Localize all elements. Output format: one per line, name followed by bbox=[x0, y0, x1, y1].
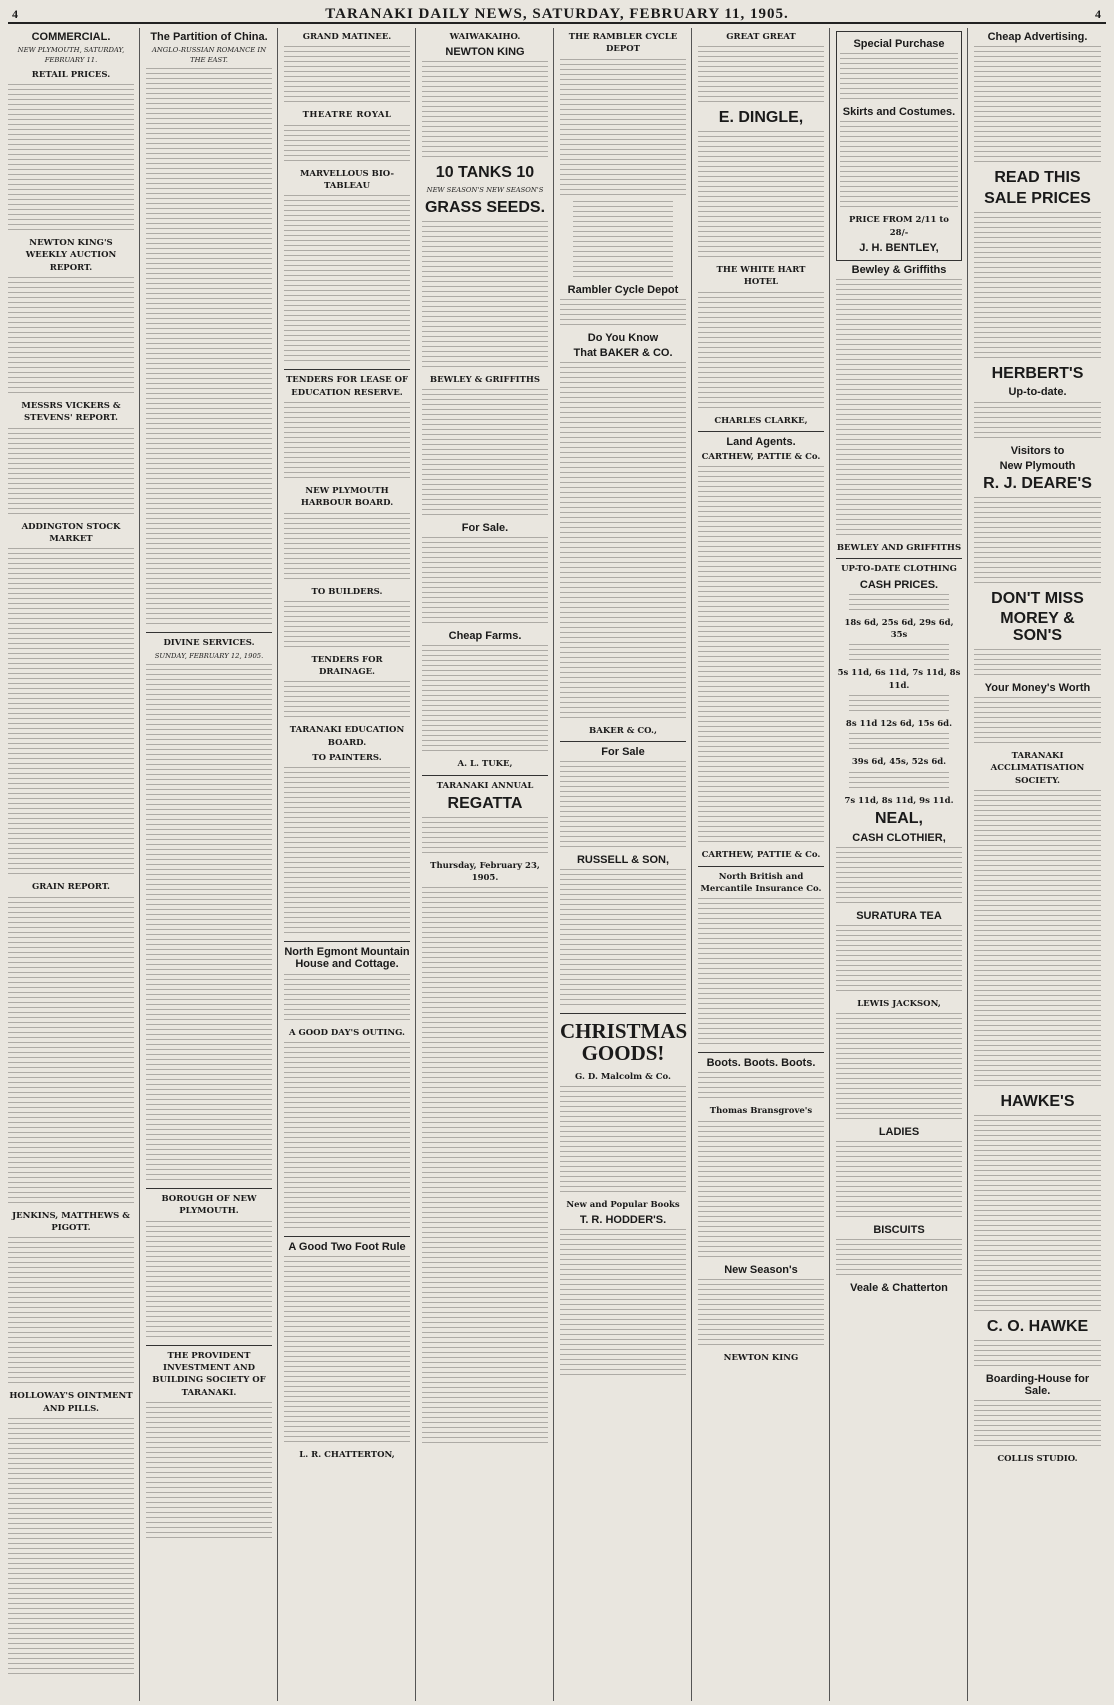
text-block bbox=[8, 428, 134, 518]
text-block bbox=[560, 869, 686, 1009]
text-block bbox=[836, 1141, 962, 1221]
text-block bbox=[974, 790, 1101, 1090]
divider bbox=[146, 1188, 272, 1189]
regatta-date: Thursday, February 23, 1905. bbox=[430, 860, 540, 884]
christmas-heading: CHRISTMAS GOODS! bbox=[560, 1019, 688, 1066]
addington-heading: ADDINGTON STOCK MARKET bbox=[21, 521, 121, 544]
text-block bbox=[836, 1239, 962, 1279]
price-line-3: 8s 11d 12s 6d, 15s 6d. bbox=[845, 718, 953, 729]
text-block bbox=[698, 1279, 824, 1349]
deare-heading: R. J. DEARE'S bbox=[983, 474, 1092, 492]
drainage-heading: TENDERS FOR DRAINAGE. bbox=[311, 654, 383, 678]
text-block bbox=[8, 1237, 134, 1387]
new-season-heading: New Season's bbox=[724, 1263, 798, 1276]
text-block bbox=[422, 221, 548, 371]
text-block bbox=[284, 681, 410, 721]
text-block bbox=[698, 131, 824, 261]
divider bbox=[560, 1013, 686, 1014]
egmont-heading: North Egmont Mountain House and Cottage. bbox=[284, 946, 410, 971]
text-block bbox=[840, 121, 958, 211]
vickers-report-heading: MESSRS VICKERS & STEVENS' REPORT. bbox=[21, 401, 121, 424]
text-block bbox=[974, 1400, 1101, 1450]
text-block bbox=[560, 761, 686, 851]
suratura-heading: SURATURA TEA bbox=[856, 909, 942, 922]
divider bbox=[698, 431, 824, 432]
rambler-heading: THE RAMBLER CYCLE DEPOT bbox=[568, 32, 678, 55]
skirts-heading: Skirts and Costumes. bbox=[842, 106, 956, 119]
good-day-heading: A GOOD DAY'S OUTING. bbox=[288, 1027, 406, 1038]
boots-heading: Boots. Boots. Boots. bbox=[706, 1057, 816, 1070]
text-block bbox=[422, 887, 548, 1447]
bransgrove-heading: Thomas Bransgrove's bbox=[709, 1106, 813, 1117]
hawke-heading: HAWKE'S bbox=[1000, 1092, 1075, 1110]
text-block bbox=[849, 695, 950, 715]
text-block bbox=[974, 497, 1101, 587]
bewley-name: BEWLEY AND GRIFFITHS bbox=[836, 543, 962, 553]
text-block bbox=[974, 212, 1101, 362]
sale-prices-heading: SALE PRICES bbox=[984, 189, 1091, 207]
price-line-1: 18s 6d, 25s 6d, 29s 6d, 35s bbox=[844, 617, 954, 641]
text-block bbox=[284, 46, 410, 106]
retail-prices-heading: RETAIL PRICES. bbox=[31, 69, 111, 80]
text-block bbox=[974, 697, 1101, 747]
text-block bbox=[422, 645, 548, 755]
text-block bbox=[698, 1121, 824, 1261]
cheap-advertising-heading: Cheap Advertising. bbox=[987, 31, 1088, 43]
collis-heading: COLLIS STUDIO. bbox=[997, 1453, 1078, 1464]
neal-heading: NEAL, bbox=[875, 809, 923, 827]
text-block bbox=[422, 61, 548, 161]
lease-tenders-heading: TENDERS FOR LEASE OF EDUCATION RESERVE. bbox=[285, 375, 409, 398]
text-block bbox=[840, 53, 958, 103]
clarke-name: CHARLES CLARKE, bbox=[714, 415, 808, 426]
books-heading: New and Popular Books bbox=[566, 1199, 680, 1210]
boarding-house-heading: Boarding-House for Sale. bbox=[985, 1372, 1090, 1397]
divider bbox=[284, 1236, 410, 1237]
acclimatisation-heading: TARANAKI ACCLIMATISATION SOCIETY. bbox=[990, 751, 1085, 786]
divider bbox=[146, 1345, 272, 1346]
white-hart-heading: THE WHITE HART HOTEL bbox=[716, 265, 806, 288]
divider bbox=[836, 558, 962, 559]
text-block bbox=[284, 195, 410, 365]
text-block bbox=[974, 1340, 1101, 1370]
grass-seeds-heading: GRASS SEEDS. bbox=[424, 199, 546, 217]
text-block bbox=[698, 898, 824, 1048]
education-board-heading: TARANAKI EDUCATION BOARD. bbox=[289, 725, 405, 748]
price-line-2: 5s 11d, 6s 11d, 7s 11d, 8s 11d. bbox=[837, 668, 961, 691]
malcolm-heading: G. D. Malcolm & Co. bbox=[575, 1071, 671, 1082]
painters-heading: TO PAINTERS. bbox=[312, 753, 382, 764]
baker-name: BAKER & CO., bbox=[589, 725, 657, 736]
text-block bbox=[836, 1013, 962, 1123]
page-number-right: 4 bbox=[1095, 6, 1102, 21]
rambler-depot-heading: Rambler Cycle Depot bbox=[567, 283, 679, 296]
text-block bbox=[8, 1418, 134, 1678]
text-block bbox=[836, 279, 962, 539]
column-china bbox=[146, 28, 278, 1701]
regatta-subheading: TARANAKI ANNUAL bbox=[436, 780, 534, 791]
divider bbox=[284, 941, 410, 942]
services-date: SUNDAY, FEBRUARY 12, 1905. bbox=[154, 652, 264, 661]
harbour-board-heading: NEW PLYMOUTH HARBOUR BOARD. bbox=[300, 485, 394, 509]
special-purchase-ad bbox=[836, 31, 962, 261]
text-block bbox=[8, 277, 134, 397]
page-number-left: 4 bbox=[12, 6, 19, 21]
newton-king-heading: NEWTON KING bbox=[445, 46, 525, 59]
china-heading: The Partition of China. bbox=[150, 31, 268, 43]
text-block bbox=[146, 1221, 272, 1341]
for-sale-heading-2: For Sale bbox=[601, 746, 645, 759]
dingle-heading: E. DINGLE, bbox=[718, 109, 804, 127]
grain-report-heading: GRAIN REPORT. bbox=[31, 882, 111, 893]
column-commercial bbox=[8, 28, 140, 1701]
newspaper-title: TARANAKI DAILY NEWS, SATURDAY, FEBRUARY 11, 1905. bbox=[325, 5, 789, 22]
ladies-heading: LADIES bbox=[878, 1126, 920, 1139]
text-block bbox=[560, 1086, 686, 1196]
columns bbox=[8, 28, 1106, 1701]
text-block bbox=[573, 201, 674, 281]
bentley-name: J. H. BENTLEY, bbox=[859, 241, 939, 254]
price-line-5: 7s 11d, 8s 11d, 9s 11d. bbox=[844, 795, 954, 806]
text-block bbox=[422, 537, 548, 627]
cash-prices-heading: CASH PRICES. bbox=[859, 578, 939, 591]
text-block bbox=[974, 402, 1101, 442]
text-block bbox=[698, 46, 824, 106]
morey-heading: MOREY & SON'S bbox=[1000, 610, 1075, 645]
text-block bbox=[849, 733, 950, 753]
biscuits-heading: BISCUITS bbox=[873, 1224, 925, 1237]
text-block bbox=[284, 402, 410, 482]
text-block bbox=[836, 925, 962, 995]
text-block bbox=[284, 1042, 410, 1232]
price-line-4: 39s 6d, 45s, 52s 6d. bbox=[851, 757, 947, 768]
masthead bbox=[8, 6, 1106, 24]
divine-services-heading: DIVINE SERVICES. bbox=[163, 637, 255, 648]
divider bbox=[698, 866, 824, 867]
china-subheading: ANGLO-RUSSIAN ROMANCE IN THE EAST. bbox=[151, 46, 267, 64]
text-block bbox=[974, 649, 1101, 679]
text-block bbox=[836, 847, 962, 907]
land-agents-heading: Land Agents. bbox=[726, 436, 796, 449]
text-block bbox=[422, 817, 548, 857]
do-you-know-heading: Do You Know bbox=[587, 331, 659, 344]
uptodate-heading: UP-TO-DATE CLOTHING bbox=[841, 564, 957, 575]
money-worth-heading: Your Money's Worth bbox=[984, 681, 1091, 694]
text-block bbox=[849, 644, 950, 664]
chatterton-name: L. R. CHATTERTON, bbox=[299, 1449, 395, 1460]
baker-heading: That BAKER & CO. bbox=[573, 346, 673, 359]
column-seeds bbox=[422, 28, 554, 1701]
dont-miss-heading: DON'T MISS bbox=[991, 589, 1084, 607]
special-purchase-heading: Special Purchase bbox=[853, 38, 945, 50]
divider bbox=[560, 741, 686, 742]
text-block bbox=[698, 1072, 824, 1102]
read-this-heading: READ THIS bbox=[994, 169, 1081, 187]
text-block bbox=[849, 594, 950, 614]
text-block bbox=[698, 292, 824, 412]
text-block bbox=[698, 466, 824, 846]
text-block bbox=[974, 46, 1101, 166]
carthew-name: CARTHEW, PATTIE & Co. bbox=[701, 850, 821, 861]
newton-king-name: NEWTON KING bbox=[723, 1352, 799, 1363]
regatta-heading: REGATTA bbox=[447, 794, 523, 812]
new-season-line: NEW SEASON'S NEW SEASON'S bbox=[426, 186, 544, 195]
veale-heading: Veale & Chatterton bbox=[850, 1282, 948, 1295]
herbert-heading: HERBERT'S bbox=[991, 364, 1084, 382]
text-block bbox=[8, 84, 134, 234]
text-block bbox=[560, 59, 686, 199]
text-block bbox=[849, 772, 950, 792]
provident-heading: THE PROVIDENT INVESTMENT AND BUILDING SOCIETY OF TARANAKI. bbox=[152, 1350, 266, 1398]
grand-matinee-heading: GRAND MATINEE. bbox=[302, 32, 392, 42]
new-plymouth-heading: New Plymouth bbox=[999, 459, 1076, 472]
text-block bbox=[8, 548, 134, 878]
holloway-heading: HOLLOWAY'S OINTMENT AND PILLS. bbox=[9, 1391, 133, 1414]
builders-heading: TO BUILDERS. bbox=[311, 586, 383, 597]
text-block bbox=[284, 125, 410, 165]
text-block bbox=[8, 897, 134, 1207]
price-range: PRICE FROM 2/11 to 28/- bbox=[849, 215, 949, 238]
text-block bbox=[284, 601, 410, 651]
jenkins-heading: JENKINS, MATTHEWS & PIGOTT. bbox=[12, 1210, 130, 1233]
divider bbox=[284, 369, 410, 370]
theatre-royal-heading: THEATRE ROYAL bbox=[302, 110, 392, 121]
uptodate-heading-2: Up-to-date. bbox=[1008, 386, 1067, 399]
text-block bbox=[284, 974, 410, 1024]
text-block bbox=[560, 299, 686, 329]
russell-heading: RUSSELL & SON, bbox=[576, 854, 670, 867]
divider bbox=[146, 632, 272, 633]
column-theatre bbox=[284, 28, 416, 1701]
text-block bbox=[284, 513, 410, 583]
divider bbox=[698, 1052, 824, 1053]
bio-tableau-heading: MARVELLOUS BIO-TABLEAU bbox=[299, 168, 395, 191]
text-block bbox=[146, 664, 272, 1184]
for-sale-heading: For Sale. bbox=[461, 522, 509, 535]
text-block bbox=[284, 767, 410, 937]
column-dingle bbox=[698, 28, 830, 1701]
hodder-heading: T. R. HODDER'S. bbox=[579, 1214, 667, 1227]
text-block bbox=[146, 1402, 272, 1542]
north-british-heading: North British and Mercantile Insurance Co. bbox=[700, 871, 822, 895]
text-block bbox=[560, 362, 686, 722]
carthew-heading: CARTHEW, PATTIE & Co. bbox=[701, 452, 821, 463]
borough-heading: BOROUGH OF NEW PLYMOUTH. bbox=[161, 1193, 257, 1217]
commercial-heading: COMMERCIAL. bbox=[31, 31, 111, 43]
text-block bbox=[284, 1256, 410, 1446]
waiwakaiho-heading: WAIWAKAIHO. bbox=[449, 32, 521, 42]
cheap-farms-heading: Cheap Farms. bbox=[448, 630, 522, 643]
text-block bbox=[146, 68, 272, 628]
cash-clothier-heading: CASH CLOTHIER, bbox=[852, 831, 946, 844]
bewley-heading: Bewley & Griffiths bbox=[851, 263, 947, 276]
column-rambler bbox=[560, 28, 692, 1701]
great-heading: GREAT GREAT bbox=[726, 32, 796, 42]
two-foot-rule-heading: A Good Two Foot Rule bbox=[288, 1240, 406, 1253]
jackson-heading: LEWIS JACKSON, bbox=[857, 998, 941, 1009]
text-block bbox=[422, 389, 548, 519]
visitors-heading: Visitors to bbox=[1010, 444, 1065, 457]
auction-report-heading: NEWTON KING'S WEEKLY AUCTION REPORT. bbox=[25, 238, 117, 273]
divider bbox=[422, 775, 548, 776]
column-advertising bbox=[974, 28, 1106, 1701]
bewley-griffiths-heading: BEWLEY & GRIFFITHS bbox=[429, 374, 541, 385]
text-block bbox=[974, 1115, 1101, 1315]
tuke-name: A. L. TUKE, bbox=[457, 759, 513, 770]
column-drapers bbox=[836, 28, 968, 1701]
text-block bbox=[560, 1229, 686, 1379]
tanks-heading: 10 TANKS 10 bbox=[435, 164, 535, 182]
hawke-name: C. O. HAWKE bbox=[986, 1317, 1089, 1335]
commercial-dateline: NEW PLYMOUTH, SATURDAY, FEBRUARY 11. bbox=[17, 46, 125, 64]
